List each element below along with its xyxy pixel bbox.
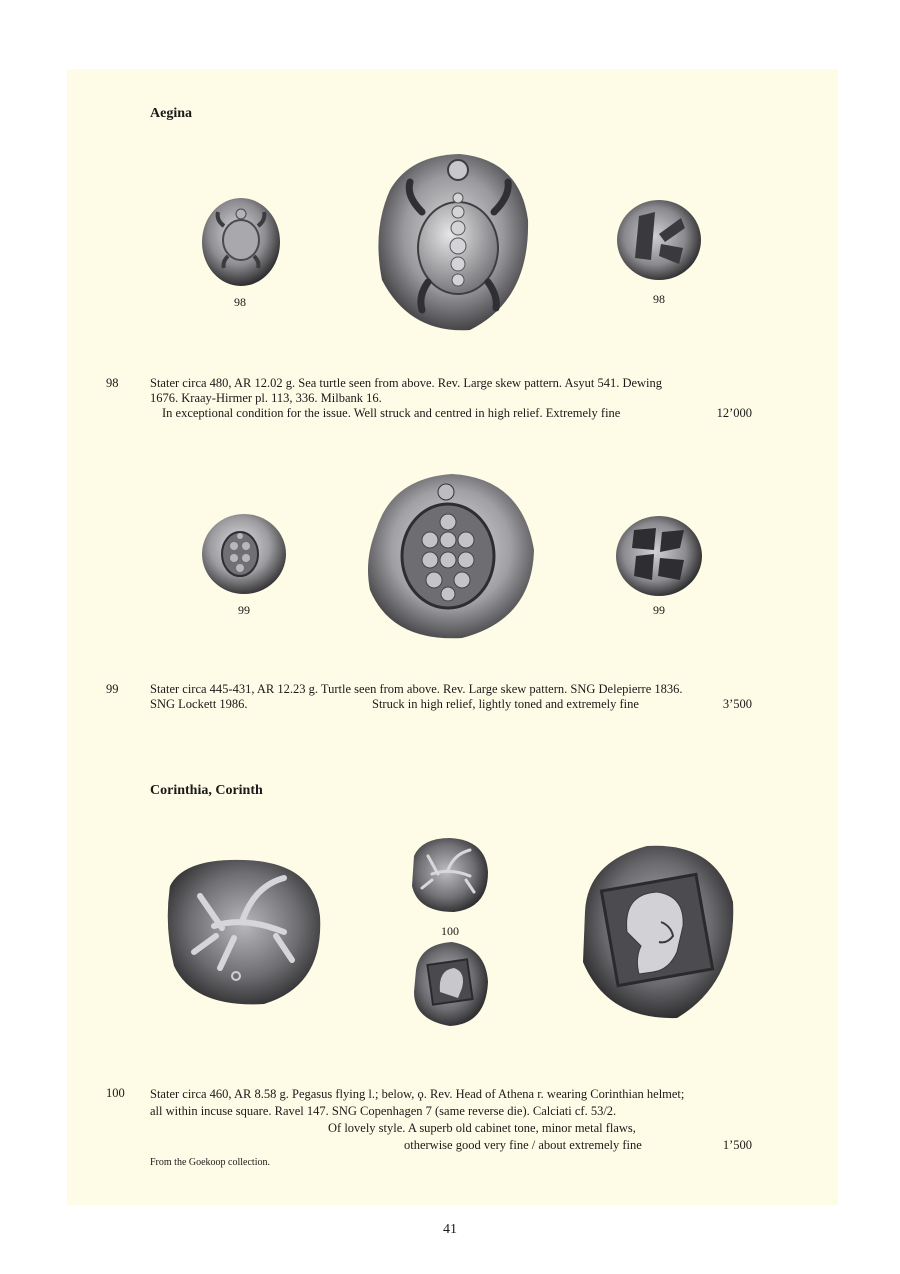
lot-100-line2: all within incuse square. Ravel 147. SNG Copenhagen 7 (same reverse die). Calciati cf. 53/2. bbox=[150, 1104, 617, 1118]
coin-label-98-right: 98 bbox=[653, 292, 665, 306]
lot-99-references: SNG Lockett 1986. bbox=[150, 697, 248, 711]
coin-100-reverse-small bbox=[410, 940, 490, 1028]
coin-99-obverse-large bbox=[362, 470, 538, 642]
lot-number-99: 99 bbox=[106, 682, 119, 696]
lot-100-provenance: From the Goekoop collection. bbox=[150, 1157, 270, 1168]
section-heading-corinth: Corinthia, Corinth bbox=[150, 783, 263, 798]
coin-label-99-left: 99 bbox=[238, 603, 250, 617]
lot-100-price: 1’500 bbox=[722, 1138, 752, 1152]
coin-98-reverse bbox=[615, 198, 703, 282]
lot-description-99 bbox=[150, 682, 752, 712]
page-number: 41 bbox=[443, 1222, 457, 1237]
coin-98-obverse-large bbox=[370, 150, 530, 334]
lot-100-line1: Stater circa 460, AR 8.58 g. Pegasus flying l.; below, ϙ. Rev. Head of Athena r. wearing Corinthian helmet; bbox=[150, 1087, 685, 1101]
lot-description-98 bbox=[150, 376, 752, 421]
lot-98-price: 12’000 bbox=[716, 406, 752, 420]
lot-98-line1: Stater circa 480, AR 12.02 g. Sea turtle seen from above. Rev. Large skew pattern. Asyut 541. Dewing bbox=[150, 376, 663, 390]
coin-label-98-left: 98 bbox=[234, 295, 246, 309]
lot-number-98: 98 bbox=[106, 376, 119, 390]
coin-100-reverse-large bbox=[577, 842, 737, 1022]
lot-number-100: 100 bbox=[106, 1086, 125, 1100]
section-heading-aegina: Aegina bbox=[150, 106, 192, 121]
lot-99-price: 3’500 bbox=[722, 697, 752, 711]
lot-100-line3-row bbox=[150, 1120, 752, 1137]
lot-100-condition-1: Of lovely style. A superb old cabinet tone, minor metal flaws, bbox=[328, 1121, 636, 1135]
coin-100-obverse-small bbox=[410, 836, 490, 914]
coin-label-99-right: 99 bbox=[653, 603, 665, 617]
lot-100-condition-2: otherwise good very fine / about extremely fine bbox=[404, 1138, 642, 1152]
lot-99-condition: Struck in high relief, lightly toned and extremely fine bbox=[372, 697, 639, 711]
lot-98-line3-row bbox=[150, 406, 752, 421]
coin-100-obverse-large bbox=[164, 856, 324, 1008]
lot-98-line2: 1676. Kraay-Hirmer pl. 113, 336. Milbank 16. bbox=[150, 391, 382, 405]
coin-99-reverse bbox=[614, 514, 704, 598]
lot-99-line1: Stater circa 445-431, AR 12.23 g. Turtle seen from above. Rev. Large skew pattern. SNG Delepierre 1836. bbox=[150, 682, 683, 696]
lot-98-condition: In exceptional condition for the issue. Well struck and centred in high relief. Extremely fine bbox=[162, 406, 621, 420]
coin-label-100: 100 bbox=[441, 924, 459, 938]
lot-100-line4-row bbox=[150, 1137, 752, 1154]
lot-99-line2-row bbox=[150, 697, 752, 712]
coin-99-obverse-small bbox=[200, 512, 288, 596]
lot-description-100 bbox=[150, 1086, 752, 1171]
coin-98-obverse-small bbox=[200, 196, 282, 288]
